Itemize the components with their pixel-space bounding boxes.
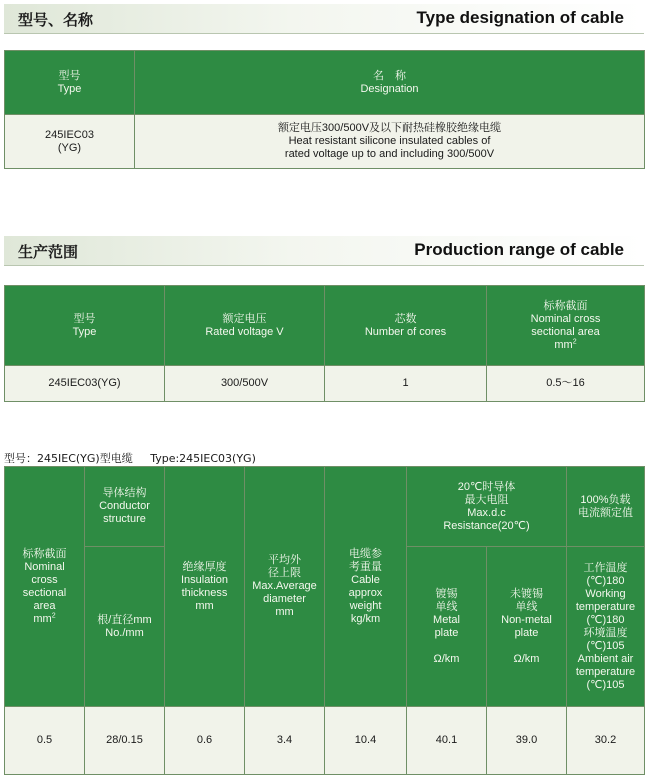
metal-header xyxy=(407,547,487,707)
designation-header-cn: 名 称 xyxy=(373,69,406,82)
nonmetal-l5: Ω/km xyxy=(513,652,540,665)
temp-l4: temperature xyxy=(575,600,636,613)
weight-l2: 考重量 xyxy=(349,560,382,573)
conductor-l2: Conductor xyxy=(99,500,150,512)
current-l1: 100%负载 xyxy=(580,493,631,506)
section-title-cn: 生产范围 xyxy=(18,243,79,261)
nonmetal-l1: 未镀锡 xyxy=(510,587,543,600)
table-header-row xyxy=(5,286,645,366)
nonmetal-l3: Non-metal xyxy=(501,613,552,626)
designation-en-line2: rated voltage up to and including 300/500V xyxy=(284,148,495,160)
caption-cn: 型号：245IEC(YG)型电缆 xyxy=(4,452,133,465)
metal-resistance-cell: 40.1 xyxy=(407,707,487,775)
temp-l3: Working xyxy=(585,587,626,600)
diameter-l4: diameter xyxy=(263,593,306,605)
area-header-unit xyxy=(489,339,642,352)
current-cell: 30.2 xyxy=(567,707,645,775)
temp-l7: (℃)105 xyxy=(586,639,625,652)
table-row xyxy=(5,707,645,775)
type-header xyxy=(5,286,165,366)
type-header xyxy=(5,51,135,115)
resistance-l1: 20℃时导体 xyxy=(457,480,516,493)
cores-cell: 1 xyxy=(325,366,487,402)
strand-header xyxy=(85,547,165,707)
metal-l2: 单线 xyxy=(435,600,458,613)
insulation-l2: Insulation xyxy=(180,573,229,586)
voltage-cell: 300/500V xyxy=(165,366,325,402)
designation-cn: 额定电压300/500V及以下耐热硅橡胶绝缘电缆 xyxy=(277,122,502,134)
area-unit: mm xyxy=(554,338,573,351)
diameter-l3: Max.Average xyxy=(252,580,317,592)
nonmetal-l2: 单线 xyxy=(515,600,538,613)
resistance-header xyxy=(407,467,567,547)
metal-l1: 镀锡 xyxy=(435,587,458,600)
resistance-l2: 最大电阻 xyxy=(464,493,509,506)
designation-en-line1: Heat resistant silicone insulated cables of xyxy=(288,135,491,147)
current-header xyxy=(567,467,645,547)
weight-l1: 电缆参 xyxy=(349,547,382,560)
nonmetal-header xyxy=(487,547,567,707)
area-unit: mm xyxy=(33,612,52,625)
cores-header xyxy=(325,286,487,366)
type-header-cn: 型号 xyxy=(73,312,96,325)
diameter-cell: 3.4 xyxy=(245,707,325,775)
temp-l2: (℃)180 xyxy=(586,574,625,587)
weight-header xyxy=(325,467,407,707)
cores-header-en: Number of cores xyxy=(364,325,447,338)
designation-table xyxy=(4,50,645,169)
area-header xyxy=(5,467,85,707)
type-header-en: Type xyxy=(57,82,82,95)
insulation-cell: 0.6 xyxy=(165,707,245,775)
area-l5: area xyxy=(33,599,56,612)
weight-l6: kg/km xyxy=(350,612,381,625)
strand-cell: 28/0.15 xyxy=(85,707,165,775)
table-header-row xyxy=(5,51,645,115)
designation-header-en: Designation xyxy=(360,82,419,95)
weight-cell: 10.4 xyxy=(325,707,407,775)
diameter-l2: 径上限 xyxy=(268,567,301,579)
resistance-l4: Resistance(20℃) xyxy=(443,519,530,532)
type-cell: 245IEC03(YG) xyxy=(5,366,165,402)
temperature-header xyxy=(567,547,645,707)
area-header-cn: 标称截面 xyxy=(543,299,588,312)
area-header-en1: Nominal cross xyxy=(530,312,601,325)
insulation-l1: 绝缘厚度 xyxy=(182,560,227,573)
resistance-l3: Max.d.c xyxy=(467,506,506,519)
temp-l10: (℃)105 xyxy=(586,678,625,691)
metal-l4: plate xyxy=(434,626,459,639)
metal-l5: Ω/km xyxy=(433,652,460,665)
temp-l1: 工作温度 xyxy=(583,561,628,574)
temp-l9: temperature xyxy=(575,665,636,678)
designation-header xyxy=(135,51,645,115)
insulation-header xyxy=(165,467,245,707)
cores-header-cn: 芯数 xyxy=(394,312,417,325)
area-cell: 0.5～16 xyxy=(487,366,645,402)
section-title-en: Type designation of cable xyxy=(416,8,624,27)
area-unit-sup: 2 xyxy=(51,611,56,619)
area-l2: Nominal xyxy=(24,560,65,573)
strand-l2: No./mm xyxy=(105,626,144,639)
nonmetal-resistance-cell: 39.0 xyxy=(487,707,567,775)
production-range-table xyxy=(4,285,645,402)
diameter-l1: 平均外 xyxy=(268,554,301,566)
table-header-row xyxy=(5,467,645,547)
conductor-l3: structure xyxy=(103,513,146,525)
conductor-header xyxy=(85,467,165,547)
caption-en: Type:245IEC03(YG) xyxy=(150,452,256,465)
type-header-en: Type xyxy=(72,325,97,338)
diameter-header xyxy=(245,467,325,707)
weight-l5: weight xyxy=(349,599,382,612)
table-row xyxy=(5,115,645,169)
current-l2: 电流额定值 xyxy=(578,506,633,519)
metal-l3: Metal xyxy=(433,613,460,626)
temp-l6: 环境温度 xyxy=(583,626,628,639)
type-value-line1: 245IEC03 xyxy=(45,128,94,141)
conductor-l1: 导体结构 xyxy=(102,487,147,499)
voltage-header xyxy=(165,286,325,366)
designation-cell xyxy=(135,115,645,169)
temp-l8: Ambient air xyxy=(577,652,634,665)
table-row xyxy=(5,366,645,402)
section-title-cn: 型号、名称 xyxy=(18,11,94,29)
type-header-cn: 型号 xyxy=(58,69,81,82)
type-cell xyxy=(5,115,135,169)
insulation-l3: thickness xyxy=(181,586,228,599)
area-unit-sup: 2 xyxy=(572,337,577,345)
section-title-en: Production range of cable xyxy=(414,240,624,259)
strand-l1: 根/直径mm xyxy=(97,613,152,626)
area-header-en2: sectional area xyxy=(531,325,600,338)
temp-l5: (℃)180 xyxy=(586,613,625,626)
table-caption xyxy=(4,450,270,466)
insulation-l4: mm xyxy=(195,599,214,612)
area-l3: cross xyxy=(31,573,58,586)
area-header xyxy=(487,286,645,366)
area-cell: 0.5 xyxy=(5,707,85,775)
diameter-l5: mm xyxy=(275,606,294,618)
area-l4: sectional xyxy=(22,586,67,599)
voltage-header-cn: 额定电压 xyxy=(222,312,267,325)
section-bar-designation xyxy=(4,4,644,34)
type-value-line2: (YG) xyxy=(57,141,82,154)
voltage-header-en: Rated voltage V xyxy=(205,325,284,338)
specification-table xyxy=(4,466,645,775)
area-unit-line xyxy=(7,613,82,626)
weight-l4: approx xyxy=(348,586,383,599)
weight-l3: Cable xyxy=(351,573,380,586)
area-l1: 标称截面 xyxy=(22,547,67,560)
nonmetal-l4: plate xyxy=(514,626,539,639)
section-bar-production-range xyxy=(4,236,644,266)
